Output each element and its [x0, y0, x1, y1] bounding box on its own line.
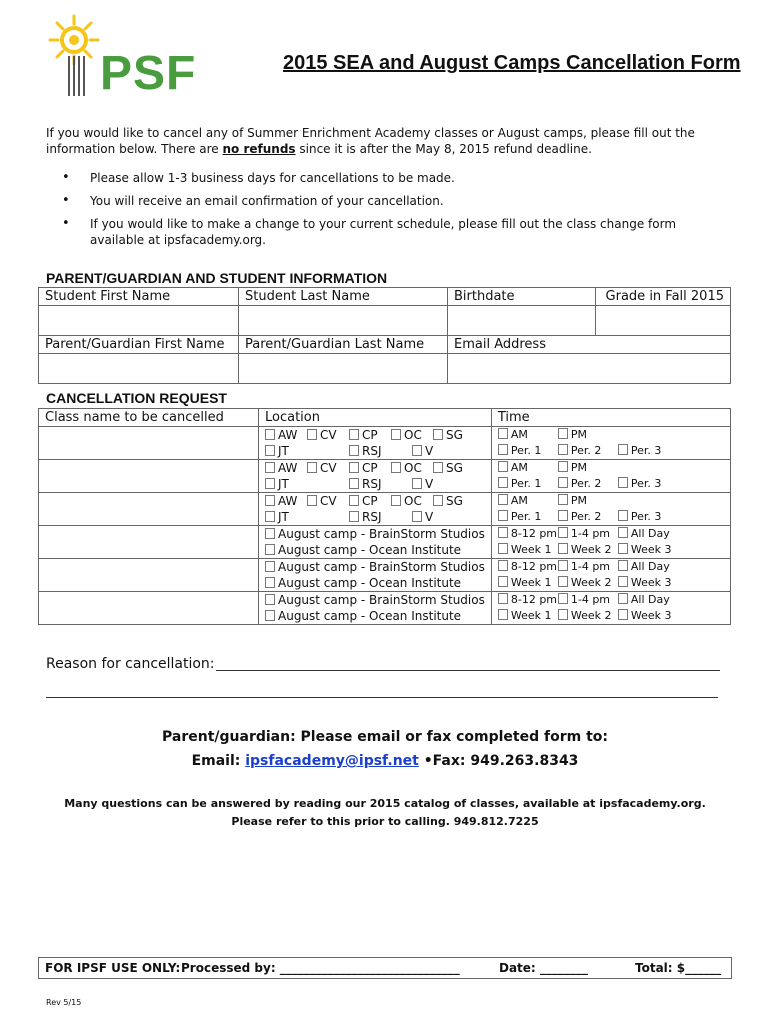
checkbox[interactable] — [558, 428, 568, 439]
grade-label: Grade in Fall 2015 — [596, 288, 731, 306]
catalog-note: Many questions can be answered by reading our 2015 catalog of classes, available at ipsfacademy.org. — [64, 797, 706, 810]
checkbox[interactable] — [307, 429, 317, 440]
location-option: CV — [307, 427, 349, 443]
checkbox[interactable] — [391, 495, 401, 506]
checkbox[interactable] — [265, 495, 275, 506]
location-options — [259, 427, 492, 460]
student-first-name-label: Student First Name — [39, 288, 239, 306]
checkbox[interactable] — [498, 494, 508, 505]
parent-info-table — [38, 287, 731, 384]
time-option: Per. 3 — [618, 509, 678, 525]
location-option: AW — [265, 493, 307, 509]
location-option: AW — [265, 427, 307, 443]
checkbox[interactable] — [498, 527, 508, 538]
class-name-field[interactable] — [39, 427, 259, 460]
time-option: Per. 2 — [558, 476, 618, 492]
location-option: CP — [349, 493, 391, 509]
office-use-box — [38, 957, 732, 979]
parent-section-heading: PARENT/GUARDIAN AND STUDENT INFORMATION — [46, 270, 388, 286]
location-option: RSJ — [349, 476, 412, 492]
class-name-field[interactable] — [39, 559, 259, 592]
class-name-field[interactable] — [39, 592, 259, 625]
location-option: SG — [433, 427, 475, 443]
checkbox[interactable] — [618, 576, 628, 587]
location-option: OC — [391, 460, 433, 476]
checkbox[interactable] — [498, 428, 508, 439]
location-option: OC — [391, 427, 433, 443]
location-option: JT — [265, 443, 349, 459]
camp-option: August camp - Ocean Institute — [265, 575, 461, 591]
checkbox[interactable] — [618, 543, 628, 554]
location-option: CV — [307, 460, 349, 476]
checkbox[interactable] — [498, 576, 508, 587]
list-item: • Please allow 1-3 business days for cancellations to be made. — [46, 170, 726, 186]
camp-location-options — [259, 559, 492, 592]
checkbox[interactable] — [558, 560, 568, 571]
location-option: V — [412, 443, 454, 459]
email-label: Email: — [191, 753, 246, 769]
checkbox[interactable] — [558, 510, 568, 521]
camp-option: August camp - Ocean Institute — [265, 542, 461, 558]
date-field: Date: ________ — [499, 961, 588, 975]
checkbox[interactable] — [498, 609, 508, 620]
location-options — [259, 493, 492, 526]
checkbox[interactable] — [618, 593, 628, 604]
checkbox[interactable] — [558, 576, 568, 587]
table-row — [39, 493, 731, 526]
checkbox[interactable] — [558, 494, 568, 505]
checkbox[interactable] — [265, 544, 275, 555]
checkbox[interactable] — [265, 429, 275, 440]
time-option: Week 1 — [498, 608, 558, 624]
camp-location-options — [259, 592, 492, 625]
time-option: Week 2 — [558, 575, 618, 591]
location-option: RSJ — [349, 509, 412, 525]
camp-option: August camp - Ocean Institute — [265, 608, 461, 624]
camp-time-options — [491, 592, 730, 625]
camp-option: August camp - BrainStorm Studios — [265, 559, 485, 575]
location-options — [259, 460, 492, 493]
table-row — [39, 460, 731, 493]
checkbox[interactable] — [265, 594, 275, 605]
logo-text: PSF — [100, 47, 197, 100]
location-option: SG — [433, 460, 475, 476]
checkbox[interactable] — [618, 527, 628, 538]
camp-location-options — [259, 526, 492, 559]
grade-field[interactable] — [596, 306, 731, 336]
student-last-name-label: Student Last Name — [239, 288, 448, 306]
phone-note: Please refer to this prior to calling. 949.812.7225 — [231, 815, 539, 828]
office-use-label: FOR IPSF USE ONLY: — [45, 961, 181, 975]
parent-first-name-label: Parent/Guardian First Name — [39, 336, 239, 354]
list-item: • You will receive an email confirmation of your cancellation. — [46, 193, 726, 209]
checkbox[interactable] — [349, 511, 359, 522]
checkbox[interactable] — [412, 511, 422, 522]
time-options — [491, 427, 730, 460]
location-option: CP — [349, 460, 391, 476]
camp-option: August camp - BrainStorm Studios — [265, 592, 485, 608]
checkbox[interactable] — [618, 609, 628, 620]
checkbox[interactable] — [433, 429, 443, 440]
logo-columns-icon — [60, 56, 96, 98]
checkbox[interactable] — [618, 477, 628, 488]
time-option: All Day — [618, 559, 678, 575]
cancellation-section-heading: CANCELLATION REQUEST — [46, 390, 227, 406]
checkbox[interactable] — [391, 462, 401, 473]
time-option: 1-4 pm — [558, 592, 618, 608]
checkbox[interactable] — [558, 477, 568, 488]
location-option: OC — [391, 493, 433, 509]
checkbox[interactable] — [307, 495, 317, 506]
checkbox[interactable] — [349, 429, 359, 440]
checkbox[interactable] — [498, 461, 508, 472]
student-first-name-field[interactable] — [39, 306, 239, 336]
location-option: JT — [265, 509, 349, 525]
checkbox[interactable] — [498, 444, 508, 455]
reason-line-1[interactable] — [216, 670, 720, 671]
checkbox[interactable] — [498, 543, 508, 554]
time-option: PM — [558, 460, 618, 476]
checkbox[interactable] — [433, 495, 443, 506]
contact-line — [0, 753, 770, 769]
checkbox[interactable] — [265, 577, 275, 588]
checkbox[interactable] — [618, 510, 628, 521]
time-option: All Day — [618, 592, 678, 608]
checkbox[interactable] — [265, 511, 275, 522]
parent-first-name-field[interactable] — [39, 354, 239, 384]
time-header: Time — [491, 409, 730, 427]
table-row — [39, 526, 731, 559]
total-field: Total: $______ — [635, 961, 722, 975]
checkbox[interactable] — [558, 543, 568, 554]
checkbox[interactable] — [265, 528, 275, 539]
cancellation-table — [38, 408, 731, 625]
revision-note: Rev 5/15 — [46, 998, 82, 1007]
time-option: All Day — [618, 526, 678, 542]
time-option: Week 1 — [498, 542, 558, 558]
birthdate-label: Birthdate — [448, 288, 596, 306]
checkbox[interactable] — [349, 445, 359, 456]
time-option: Per. 3 — [618, 476, 678, 492]
camp-time-options — [491, 526, 730, 559]
time-option: Week 1 — [498, 575, 558, 591]
email-address-field[interactable] — [448, 354, 731, 384]
reason-label: Reason for cancellation: — [46, 656, 215, 672]
checkbox[interactable] — [433, 462, 443, 473]
email-address-label: Email Address — [448, 336, 731, 354]
parent-last-name-label: Parent/Guardian Last Name — [239, 336, 448, 354]
camp-option: August camp - BrainStorm Studios — [265, 526, 485, 542]
location-option: RSJ — [349, 443, 412, 459]
time-option: Week 2 — [558, 542, 618, 558]
time-option: 1-4 pm — [558, 526, 618, 542]
time-option: AM — [498, 460, 558, 476]
table-row — [39, 427, 731, 460]
checkbox[interactable] — [558, 461, 568, 472]
location-option: V — [412, 476, 454, 492]
submit-instructions: Parent/guardian: Please email or fax completed form to: — [162, 729, 608, 745]
checkbox[interactable] — [558, 593, 568, 604]
parent-last-name-field[interactable] — [239, 354, 448, 384]
checkbox[interactable] — [618, 444, 628, 455]
table-row — [39, 559, 731, 592]
class-name-field[interactable] — [39, 460, 259, 493]
checkbox[interactable] — [558, 444, 568, 455]
processed-by-field: Processed by: ______________________________ — [181, 961, 460, 975]
checkbox[interactable] — [412, 445, 422, 456]
student-last-name-field[interactable] — [239, 306, 448, 336]
checkbox[interactable] — [498, 593, 508, 604]
checkbox[interactable] — [391, 429, 401, 440]
birthdate-field[interactable] — [448, 306, 596, 336]
email-link[interactable]: ipsfacademy@ipsf.net — [245, 753, 419, 769]
intro-paragraph: If you would like to cancel any of Summer Enrichment Academy classes or August camps, please fill out the information below. There are no refunds since it is after the May 8, 2015 refund deadline. — [46, 126, 695, 156]
checkbox[interactable] — [558, 527, 568, 538]
checkbox[interactable] — [498, 510, 508, 521]
checkbox[interactable] — [265, 478, 275, 489]
checkbox[interactable] — [265, 561, 275, 572]
fax-text: •Fax: 949.263.8343 — [418, 753, 579, 769]
table-row — [39, 592, 731, 625]
time-option: AM — [498, 493, 558, 509]
location-option: CP — [349, 427, 391, 443]
time-option: Per. 1 — [498, 443, 558, 459]
time-option: Per. 2 — [558, 443, 618, 459]
time-option: Week 3 — [618, 542, 678, 558]
time-option: 8-12 pm — [498, 559, 558, 575]
location-option: CV — [307, 493, 349, 509]
time-option: PM — [558, 493, 618, 509]
camp-time-options — [491, 559, 730, 592]
instruction-list — [46, 170, 726, 255]
checkbox[interactable] — [498, 560, 508, 571]
checkbox[interactable] — [265, 610, 275, 621]
time-options — [491, 493, 730, 526]
time-option: AM — [498, 427, 558, 443]
time-option: Per. 1 — [498, 509, 558, 525]
checkbox[interactable] — [618, 560, 628, 571]
checkbox[interactable] — [498, 477, 508, 488]
class-name-field[interactable] — [39, 526, 259, 559]
no-refunds-emphasis: no refunds — [222, 142, 296, 156]
checkbox[interactable] — [265, 445, 275, 456]
location-option: SG — [433, 493, 475, 509]
location-option: JT — [265, 476, 349, 492]
checkbox[interactable] — [412, 478, 422, 489]
time-option: 1-4 pm — [558, 559, 618, 575]
time-option: Week 3 — [618, 608, 678, 624]
location-header: Location — [259, 409, 492, 427]
form-title: 2015 SEA and August Camps Cancellation Form — [283, 52, 741, 74]
time-option: PM — [558, 427, 618, 443]
location-option: AW — [265, 460, 307, 476]
time-options — [491, 460, 730, 493]
class-name-field[interactable] — [39, 493, 259, 526]
time-option: 8-12 pm — [498, 526, 558, 542]
time-option: Per. 2 — [558, 509, 618, 525]
time-option: Week 3 — [618, 575, 678, 591]
time-option: Per. 3 — [618, 443, 678, 459]
class-name-header: Class name to be cancelled — [39, 409, 259, 427]
checkbox[interactable] — [558, 609, 568, 620]
checkbox[interactable] — [349, 478, 359, 489]
location-option: V — [412, 509, 454, 525]
time-option: Week 2 — [558, 608, 618, 624]
time-option: 8-12 pm — [498, 592, 558, 608]
time-option: Per. 1 — [498, 476, 558, 492]
list-item: • If you would like to make a change to your current schedule, please fill out the class change form available at ipsfacademy.org. — [46, 216, 726, 248]
reason-line-2[interactable] — [46, 697, 718, 698]
checkbox[interactable] — [349, 495, 359, 506]
checkbox[interactable] — [265, 462, 275, 473]
checkbox[interactable] — [307, 462, 317, 473]
checkbox[interactable] — [349, 462, 359, 473]
